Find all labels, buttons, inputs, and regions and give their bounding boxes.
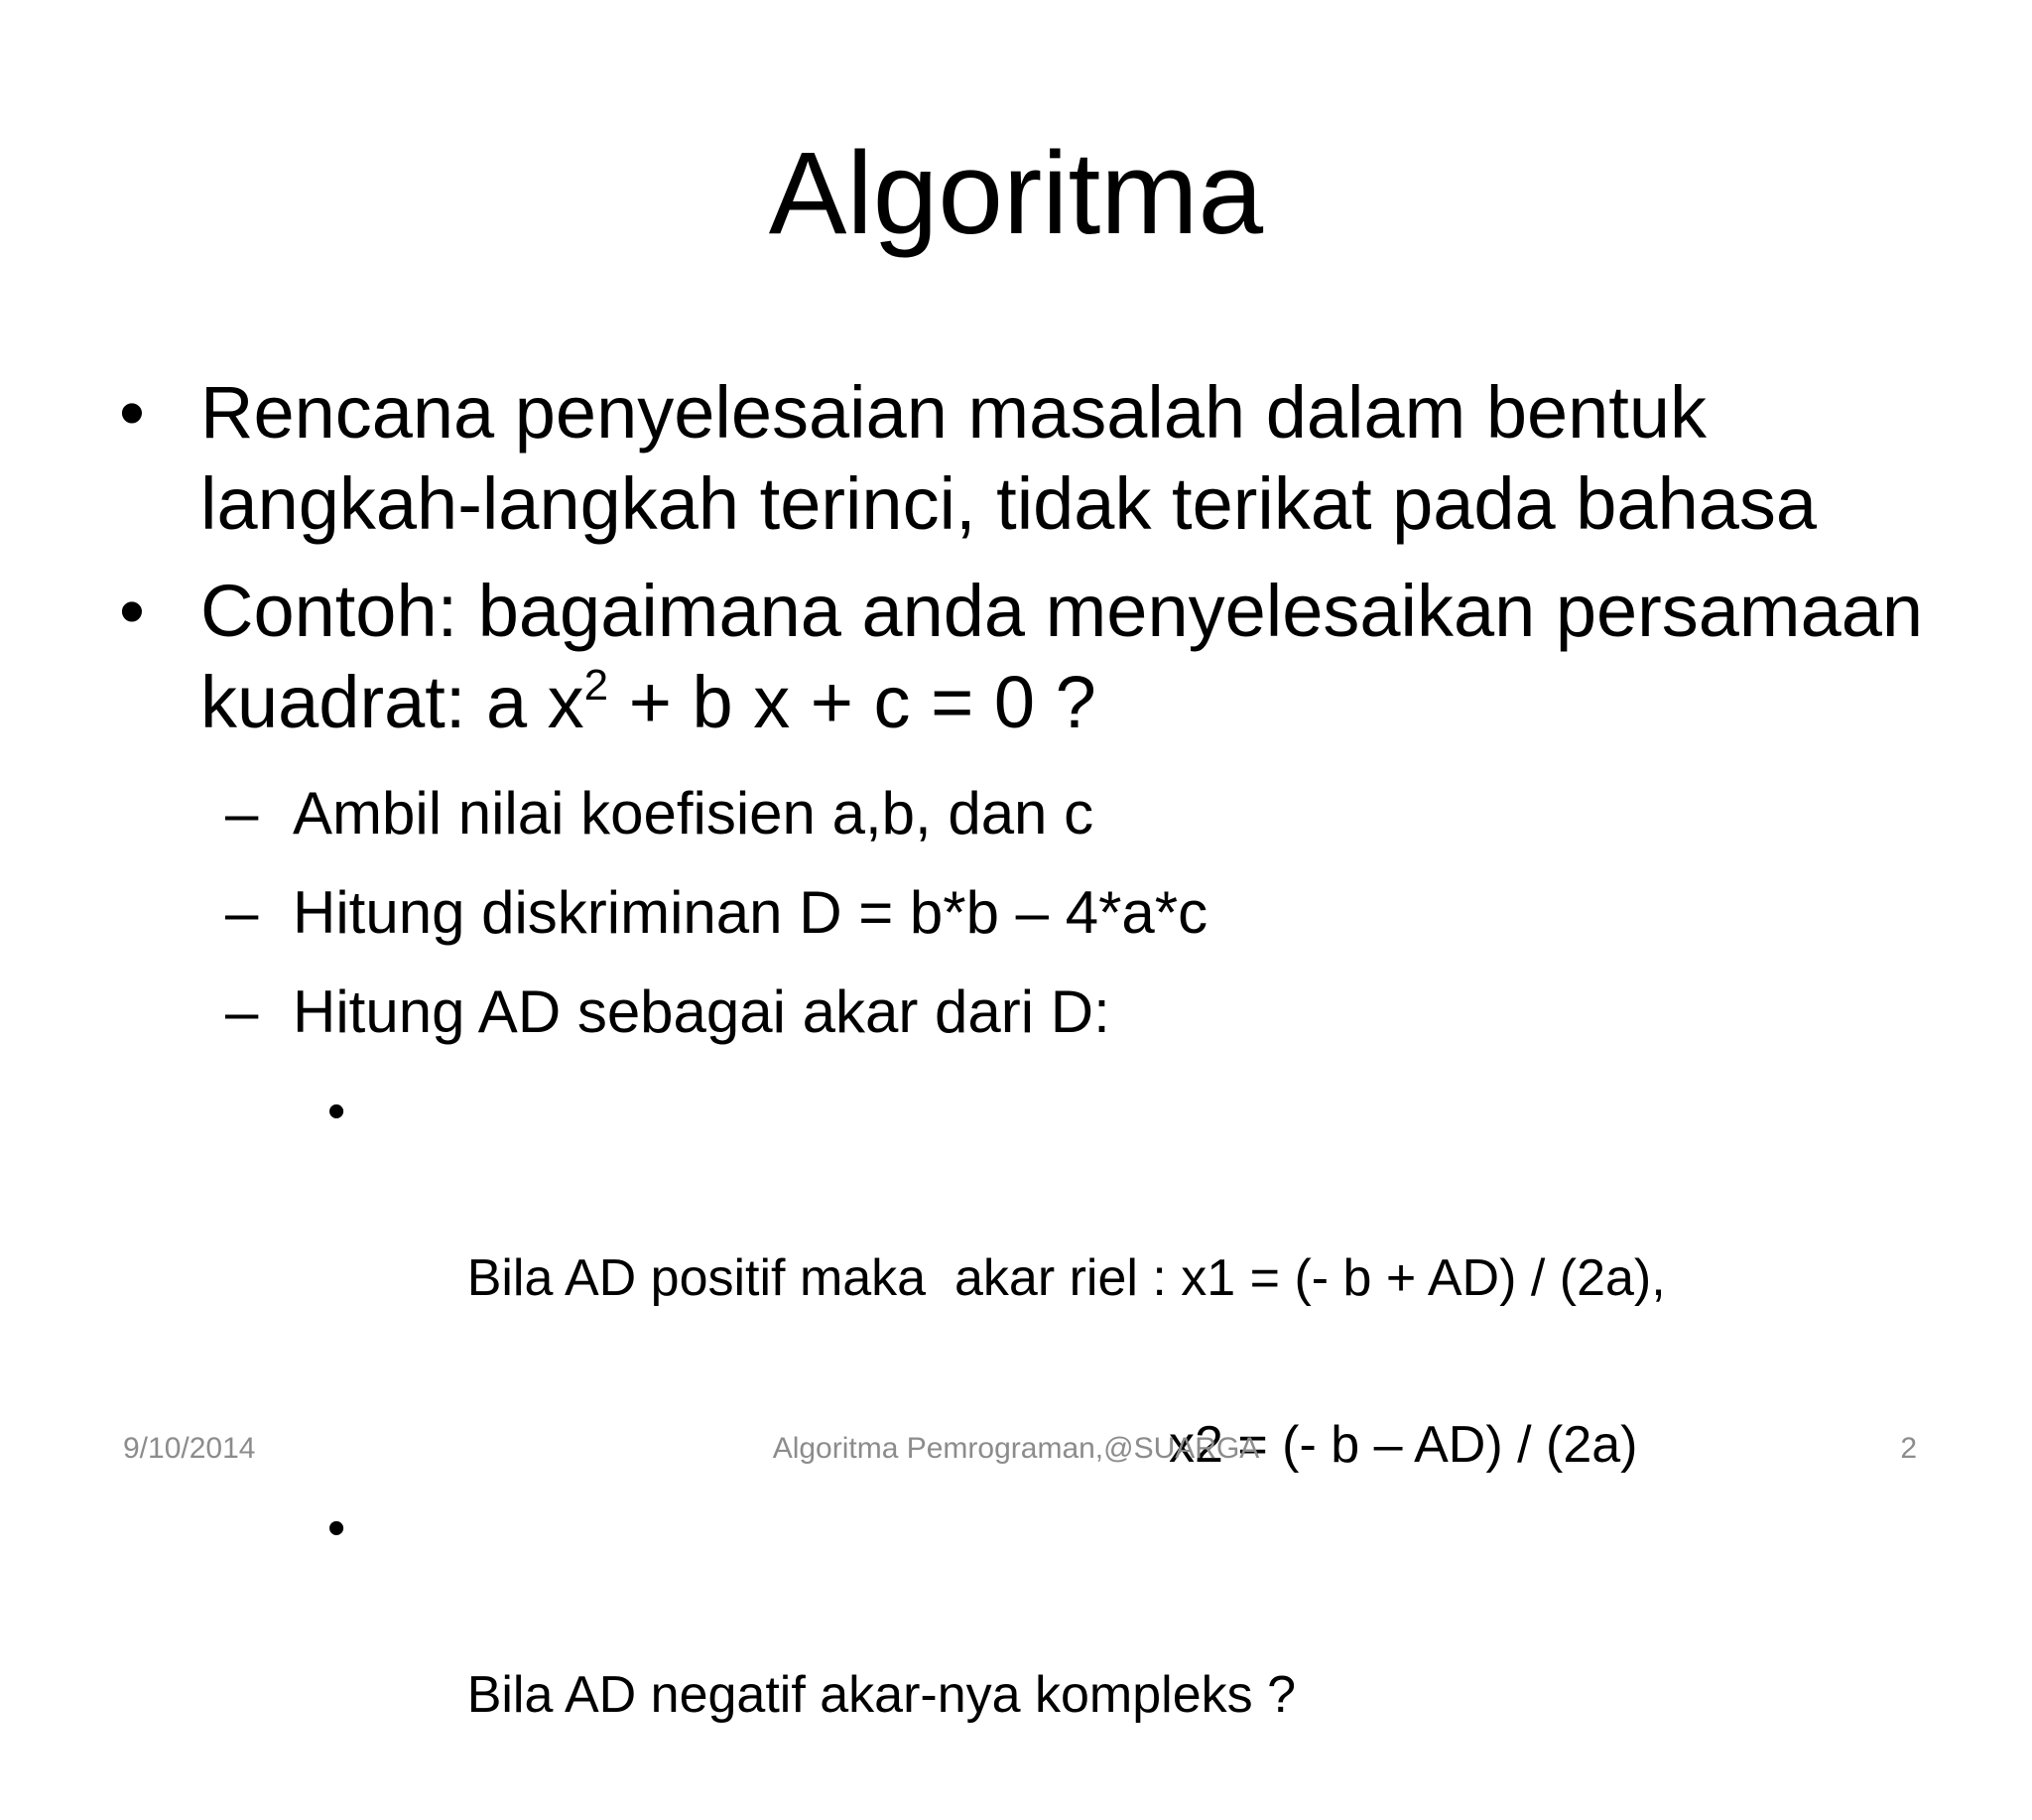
substep-negative-text: Bila AD negatif akar-nya kompleks ?: [466, 1666, 1296, 1724]
step-item: [225, 863, 1935, 963]
slide-content: [119, 367, 1935, 1820]
bullet-definition-text: Rencana penyelesaian masalah dalam bentuk langkah-langkah terinci, tidak terikat pada bahasa: [200, 371, 1818, 545]
bullet-marker: •: [119, 371, 145, 454]
step-text: Hitung AD sebagai akar dari D:: [293, 978, 1110, 1045]
substep-positive-text: Bila AD positif maka akar riel : x1 = (- b + AD) / (2a),: [466, 1249, 1666, 1307]
footer-page-number: 2: [1900, 1432, 1917, 1465]
dash-marker: –: [225, 780, 259, 846]
footer-title: Algoritma Pemrograman,@SUARGA: [772, 1432, 1260, 1465]
substep-positive: [327, 1070, 1935, 1403]
bullet-definition: [119, 367, 1935, 550]
bullet-example-text-end: + b x + c = 0 ?: [608, 661, 1096, 743]
slide-title: Algoritma: [768, 128, 1264, 259]
step-text: Ambil nilai koefisien a,b, dan c: [293, 780, 1094, 846]
step-item: [225, 764, 1935, 863]
dash-marker: –: [225, 978, 259, 1045]
substep-positive-continuation: x2 = (- b – AD) / (2a): [1169, 1416, 1638, 1474]
bullet-example: [119, 566, 1935, 748]
bullet-marker: •: [327, 1499, 346, 1557]
step-item: [225, 963, 1935, 1062]
exponent-superscript: 2: [583, 661, 609, 710]
footer-date: 9/10/2014: [123, 1432, 256, 1465]
substep-negative: [327, 1487, 1935, 1820]
step-text: Hitung diskriminan D = b*b – 4*a*c: [293, 879, 1208, 946]
bullet-marker: •: [119, 570, 145, 652]
dash-marker: –: [225, 879, 259, 946]
bullet-example-text: Contoh: bagaimana anda menyelesaikan persamaan kuadrat: a x: [200, 570, 1924, 743]
bullet-marker: •: [327, 1083, 346, 1140]
